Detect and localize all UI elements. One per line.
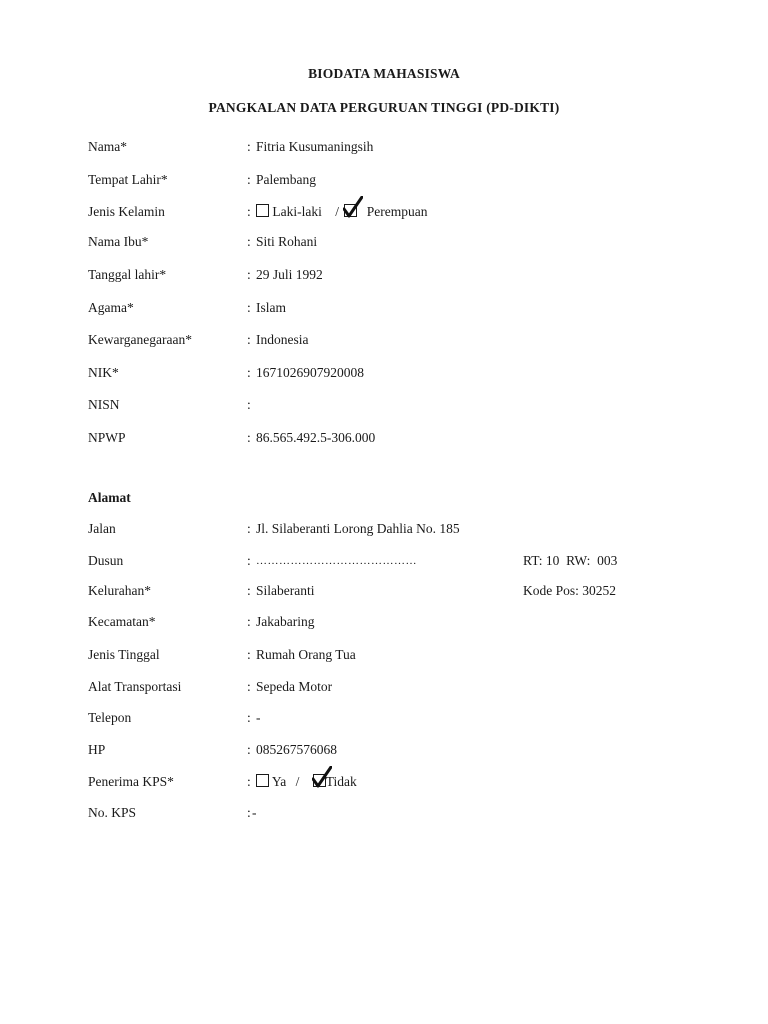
field-label: Tempat Lahir* [88,172,168,187]
field-label: No. KPS [88,805,137,820]
field-value: …………………………………… [256,555,417,567]
field-agama [0,298,768,318]
field-colon: : [247,553,251,568]
field-label: Jenis Kelamin [88,204,165,219]
field-penerima-kps [0,772,768,792]
field-jenis-kelamin [0,202,768,222]
field-label: NPWP [88,430,126,445]
field-colon: : [247,430,251,445]
field-value: 86.565.492.5-306.000 [256,430,376,445]
kode-pos-value: Kode Pos: 30252 [523,583,617,598]
field-label: Nama* [88,139,127,154]
checkmark-icon [312,766,332,788]
field-colon: : [247,397,251,412]
field-jenis-tinggal [0,645,768,665]
field-colon: : [247,742,251,757]
section-heading: Alamat [88,490,131,505]
field-npwp [0,428,768,448]
field-telepon [0,708,768,728]
checkbox-tidak[interactable] [313,774,326,787]
field-alat-transportasi [0,677,768,697]
field-kelurahan [0,581,768,601]
field-colon: : [247,139,251,154]
document-title: BIODATA MAHASISWA [308,66,460,81]
rt-rw-value: RT: 10 RW: 003 [523,553,618,568]
document-subtitle: PANGKALAN DATA PERGURUAN TINGGI (PD-DIKTI) [208,100,560,115]
field-colon: : [247,332,251,347]
option-separator: / [295,774,300,789]
field-label: Tanggal lahir* [88,267,167,282]
field-hp [0,740,768,760]
field-label: NIK* [88,365,119,380]
field-tempat-lahir [0,170,768,190]
field-label: Jenis Tinggal [88,647,160,662]
field-label: Jalan [88,521,116,536]
field-jalan [0,519,768,539]
field-nisn [0,395,768,415]
field-colon: : [247,583,251,598]
field-tanggal-lahir [0,265,768,285]
field-label: Kelurahan* [88,583,151,598]
checkbox-perempuan[interactable] [344,204,357,217]
field-value: - [252,805,257,820]
field-colon: : [247,805,251,820]
gender-option-perempuan[interactable] [344,202,427,222]
field-colon: : [247,710,251,725]
field-no-kps [0,803,768,823]
option-label: Ya [271,774,287,789]
field-label: HP [88,742,106,757]
field-label: Nama Ibu* [88,234,149,249]
field-value: Jl. Silaberanti Lorong Dahlia No. 185 [256,521,460,536]
field-value: 29 Juli 1992 [256,267,323,282]
field-label: NISN [88,397,120,412]
field-colon: : [247,647,251,662]
field-value: Indonesia [256,332,309,347]
gender-options [256,202,427,222]
field-label: Penerima KPS* [88,774,174,789]
option-label: Perempuan [366,204,428,219]
field-colon: : [247,521,251,536]
field-label: Dusun [88,553,124,568]
option-label: Tidak [325,774,357,789]
field-colon: : [247,267,251,282]
field-colon: : [247,172,251,187]
field-value: Sepeda Motor [256,679,333,694]
field-value: Silaberanti [256,583,315,598]
field-colon: : [247,614,251,629]
field-dusun [0,551,768,571]
checkbox-ya[interactable] [256,774,269,787]
field-label: Agama* [88,300,134,315]
field-colon: : [247,234,251,249]
field-label: Kewarganegaraan* [88,332,192,347]
field-colon: : [247,774,251,789]
field-nik [0,363,768,383]
field-value: 1671026907920008 [256,365,364,380]
kps-option-ya[interactable] [256,772,286,792]
field-label: Alat Transportasi [88,679,182,694]
field-colon: : [247,300,251,315]
field-kewarganegaraan [0,330,768,350]
option-label: Laki-laki [272,204,322,219]
field-value: Siti Rohani [256,234,318,249]
kps-options [256,772,357,792]
field-nama-ibu [0,232,768,252]
field-value: - [256,710,261,725]
field-colon: : [247,204,251,219]
field-value: Rumah Orang Tua [256,647,356,662]
field-value: Jakabaring [256,614,315,629]
field-value: Islam [256,300,286,315]
option-separator: / [335,204,339,219]
gender-option-laki-laki[interactable] [256,202,322,222]
kps-option-tidak[interactable] [313,772,357,792]
field-label: Telepon [88,710,132,725]
field-value: Palembang [256,172,316,187]
checkmark-icon [343,196,363,218]
field-colon: : [247,679,251,694]
checkbox-laki-laki[interactable] [256,204,269,217]
field-kecamatan [0,612,768,632]
field-value: 085267576068 [256,742,337,757]
field-nama [0,137,768,157]
field-colon: : [247,365,251,380]
field-label: Kecamatan* [88,614,156,629]
field-value: Fitria Kusumaningsih [256,139,374,154]
section-alamat [0,488,768,508]
